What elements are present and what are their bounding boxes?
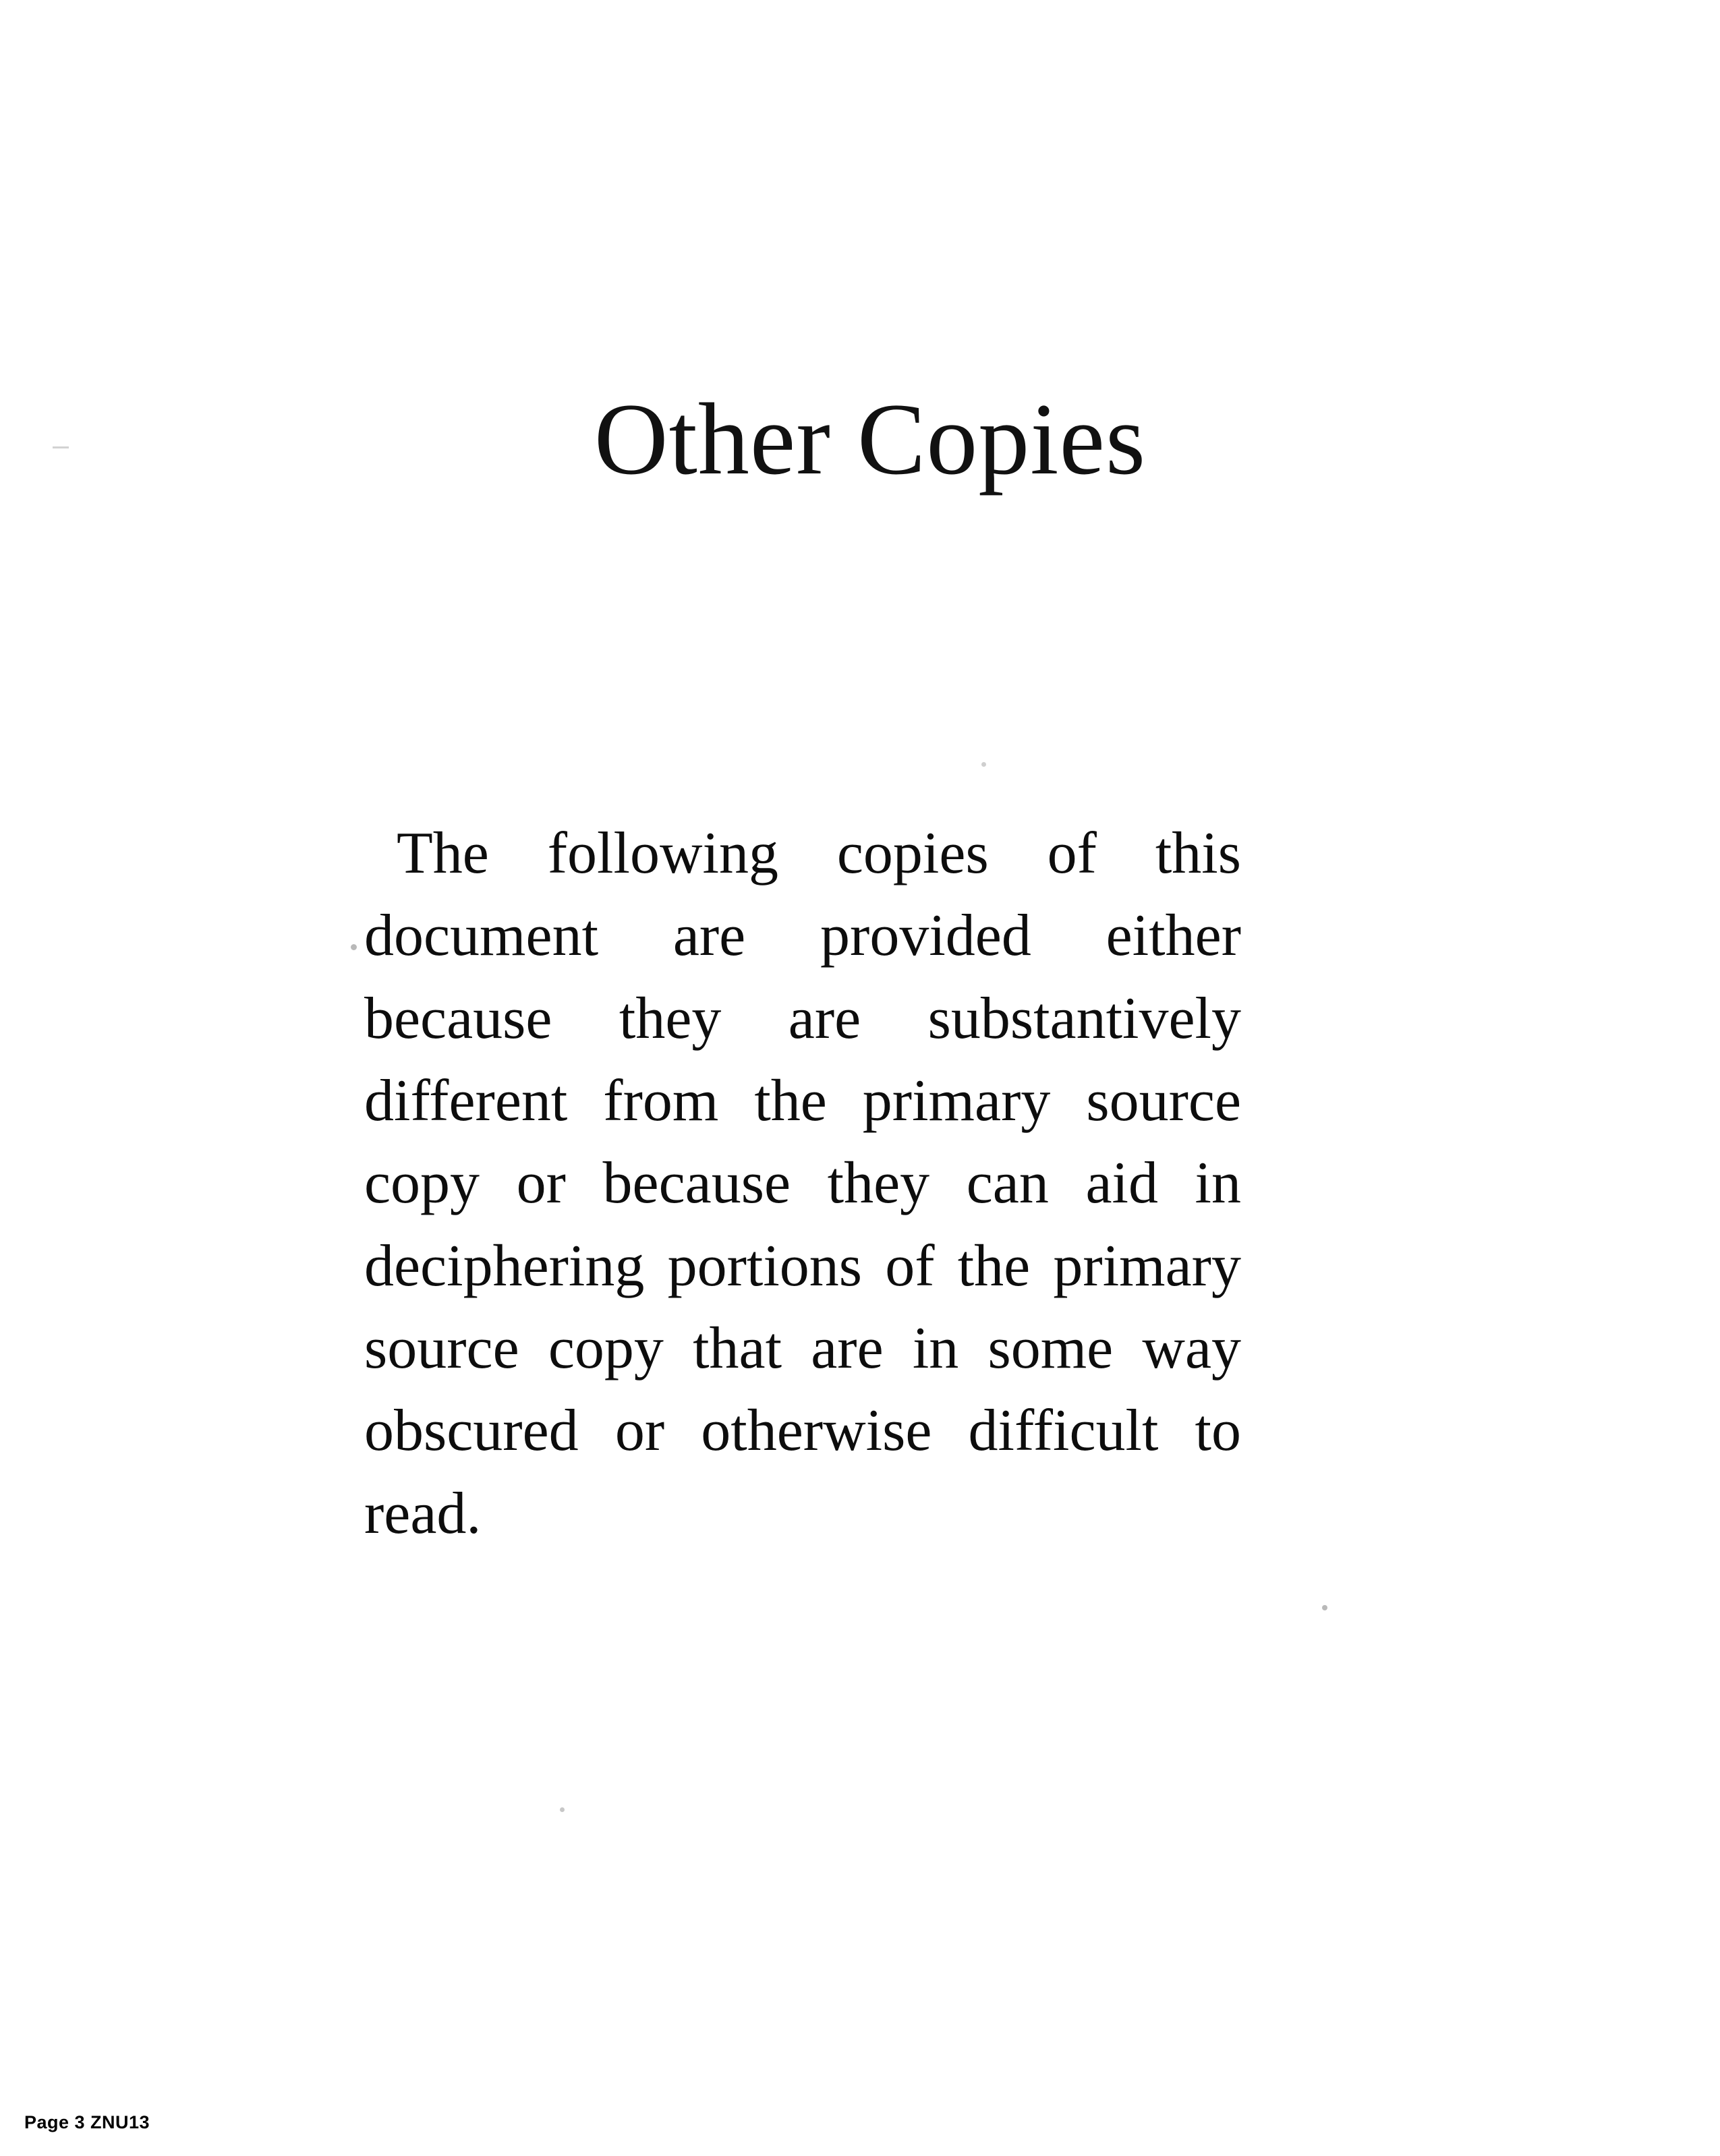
page-title: Other Copies <box>594 382 1147 496</box>
body-text-block <box>364 813 1241 1555</box>
page-footer-label: Page 3 ZNU13 <box>24 2112 150 2132</box>
scan-speck-artifact <box>1322 1605 1327 1610</box>
scan-speck-artifact <box>560 1807 565 1812</box>
body-paragraph: The following copies of this document are provided either because they are substantively different from the primary source copy or because they can aid in deciphering portions of the primary source copy that are in some way obscured or otherwise difficult to read. <box>364 821 1241 1546</box>
scan-speck-artifact <box>351 944 357 950</box>
scan-speck-artifact <box>981 762 986 767</box>
